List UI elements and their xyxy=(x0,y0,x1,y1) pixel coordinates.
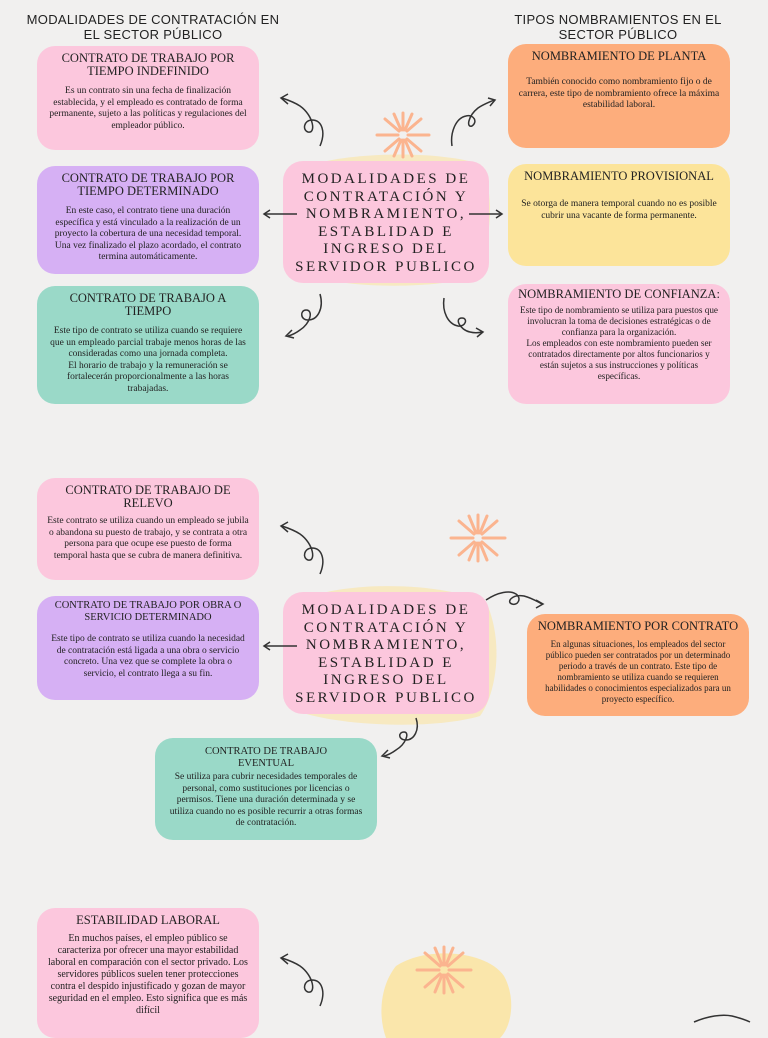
card-body: En algunas situaciones, los empleados del sector público pueden ser contratados por un determinado periodo a través de un contrato. Este tipo de nombramiento se utiliza cuando se requieren habilidades o conocimientos especializados para un proyecto específico. xyxy=(545,639,731,704)
sunburst-icon xyxy=(448,512,508,564)
arrow-left-icon xyxy=(262,208,298,220)
card-title: ESTABILIDAD LABORAL xyxy=(76,913,220,927)
card-title: CONTRATO DE TRABAJO POR TIEMPO DETERMINADO xyxy=(61,171,235,198)
card-tiempo-indefinido xyxy=(37,46,259,150)
card-title: NOMBRAMIENTO PROVISIONAL xyxy=(524,169,714,183)
card-body: En muchos países, el empleo público se caracteriza por ofrecer una mayor estabilidad laboral en comparación con el sector privado. Los servidores públicos suelen tener protecciones contra el despido injustificado y gozan de mayor seguridad en el empleo. Esto significa que es más difícil xyxy=(48,933,248,1016)
card-body: También conocido como nombramiento fijo o de carrera, este tipo de nombramiento ofrece la máxima estabilidad laboral. xyxy=(518,77,720,110)
card-estabilidad-laboral xyxy=(37,908,259,1038)
card-title: CONTRATO DE TRABAJO DE RELEVO xyxy=(65,483,231,510)
curly-arrow-icon xyxy=(448,96,498,148)
card-body: Es un contrato sin una fecha de finalización establecida, y el empleado es contratado de forma permanente, sujeto a las políticas y regulaciones del empleador público. xyxy=(49,86,247,131)
card-tiempo-determinado xyxy=(37,166,259,274)
card-title: NOMBRAMIENTO POR CONTRATO xyxy=(537,619,739,633)
card-tiempo-parcial xyxy=(37,286,259,404)
central-topic-text: MODALIDADES DE CONTRATACIÓN Y NOMBRAMIENTO, ESTABLIDAD E INGRESO DEL SERVIDOR PUBLICO xyxy=(295,171,477,275)
curly-arrow-icon xyxy=(278,952,328,1008)
card-body: Se otorga de manera temporal cuando no es posible cubrir una vacante de forma permanente. xyxy=(521,199,717,221)
central-topic-text: MODALIDADES DE CONTRATACIÓN Y NOMBRAMIENTO, ESTABLIDAD E INGRESO DEL SERVIDOR PUBLICO xyxy=(295,602,477,706)
card-body: Este tipo de contrato se utiliza cuando la necesidad de contratación está ligada a una obra o servicio concreto. Una vez que se complete la obra o servicio, el contrato llega a su fin. xyxy=(51,634,245,679)
card-body: Este contrato se utiliza cuando un empleado se jubila o abandona su puesto de trabajo, y se contrata a otra persona para que ocupe ese puesto de forma temporal hasta que se cubra de manera definitiva. xyxy=(47,516,249,561)
curly-arrow-icon xyxy=(278,92,328,148)
central-topic xyxy=(283,592,489,714)
sunburst-icon xyxy=(414,944,474,996)
card-title: NOMBRAMIENTO DE PLANTA xyxy=(531,49,707,63)
card-obra-servicio xyxy=(37,596,259,700)
curly-arrow-icon xyxy=(484,588,546,614)
card-title: CONTRATO DE TRABAJO EVENTUAL xyxy=(204,746,328,769)
arrow-left-icon xyxy=(262,640,298,652)
curly-arrow-icon xyxy=(692,1010,752,1024)
arrow-right-icon xyxy=(468,208,504,220)
section-heading-nombramientos: TIPOS NOMBRAMIENTOS EN EL SECTOR PÚBLICO xyxy=(514,12,722,42)
card-title: CONTRATO DE TRABAJO POR TIEMPO INDEFINIDO xyxy=(61,51,235,78)
card-nombramiento-contrato xyxy=(527,614,749,716)
card-body: Este tipo de contrato se utiliza cuando se requiere que un empleado parcial trabaje menos horas de las consideradas como una jornada completa. El horario de trabajo y la remuneración se fortalecerán proporcionalmente a las horas trabajadas. xyxy=(50,326,246,394)
curly-arrow-icon xyxy=(278,520,328,576)
curly-arrow-icon xyxy=(440,296,486,340)
curly-arrow-icon xyxy=(282,292,326,340)
card-title: CONTRATO DE TRABAJO POR OBRA O SERVICIO DETERMINADO xyxy=(54,600,242,623)
section-heading-modalidades: MODALIDADES DE CONTRATACIÓN EN EL SECTOR PÚBLICO xyxy=(26,12,280,42)
card-eventual xyxy=(155,738,377,840)
curly-arrow-icon xyxy=(378,716,422,760)
card-body: Este tipo de nombramiento se utiliza para puestos que involucran la toma de decisiones estratégicas o de confianza para la organización. Los empleados con este nombramiento pueden ser contratados directamente por altos funcionarios y están sujetos a sus instrucciones y políticas específicas. xyxy=(520,305,718,381)
card-body: Se utiliza para cubrir necesidades temporales de personal, como sustituciones por licencias o permisos. Tiene una duración determinada y se utiliza cuando no es posible recurrir a otras formas de contratación. xyxy=(169,772,363,828)
card-title: CONTRATO DE TRABAJO A TIEMPO xyxy=(69,291,227,318)
card-nombramiento-planta xyxy=(508,44,730,148)
card-body: En este caso, el contrato tiene una duración específica y está vinculado a la realización de un proyecto la cobertura de una necesidad temporal. Una vez finalizado el plazo acordado, el contrato termina automáticamente. xyxy=(54,206,242,262)
card-relevo xyxy=(37,478,259,580)
card-nombramiento-provisional xyxy=(508,164,730,266)
card-title: NOMBRAMIENTO DE CONFIANZA: xyxy=(518,287,720,301)
card-nombramiento-confianza xyxy=(508,284,730,404)
sunburst-icon xyxy=(374,110,432,160)
central-topic xyxy=(283,161,489,283)
